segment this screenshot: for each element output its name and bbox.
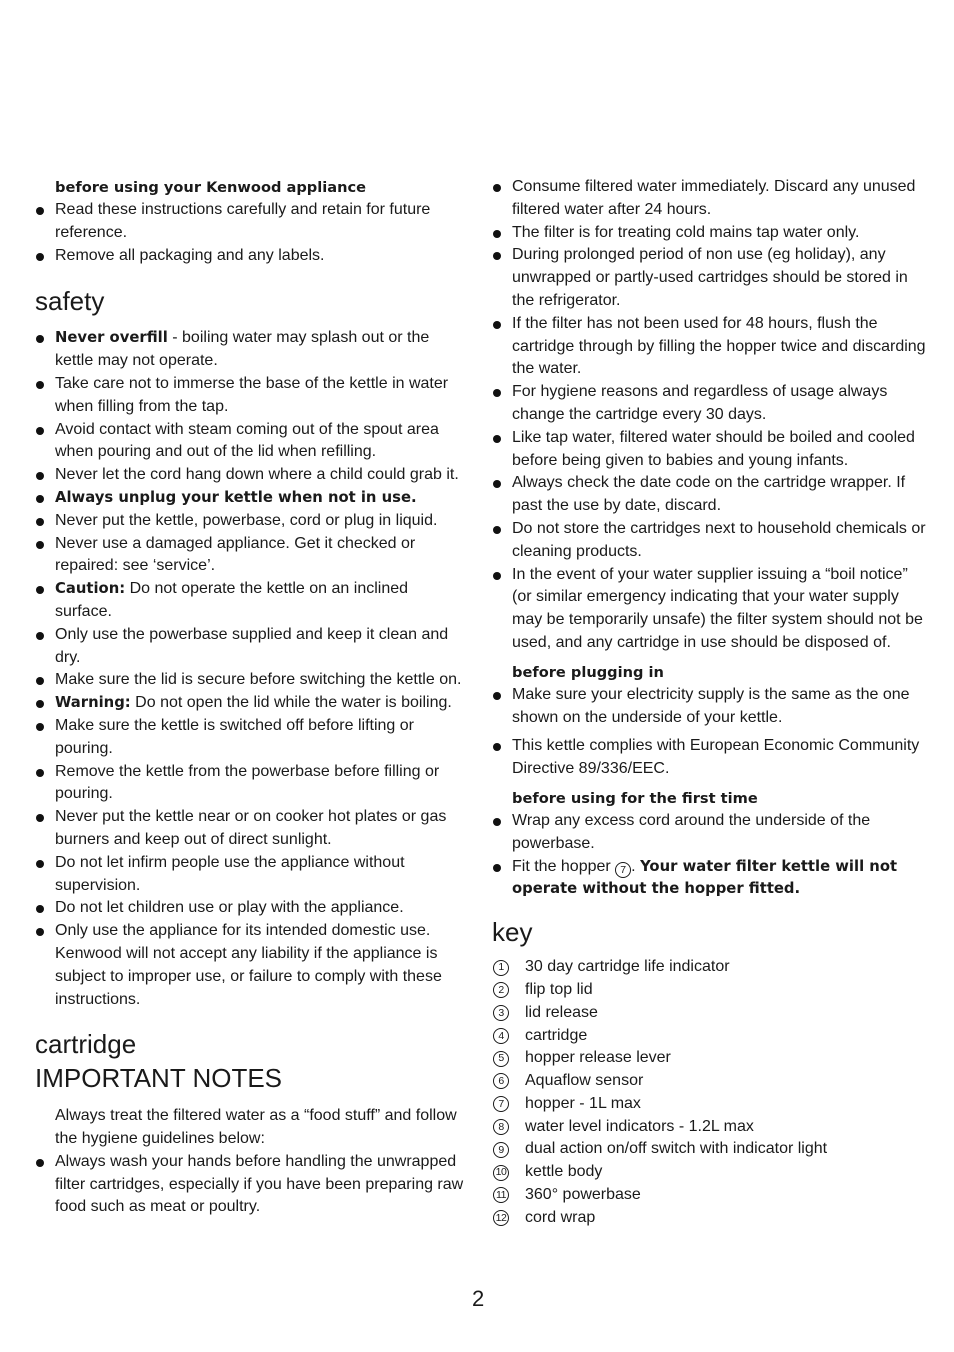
list-item: Always check the date code on the cartridge wrapper. If past the use by date, discard.	[492, 472, 928, 518]
key-item	[492, 1025, 928, 1048]
circled-number: 5	[493, 1051, 509, 1067]
safety-list	[35, 327, 467, 1011]
circled-number: 6	[493, 1073, 509, 1089]
key-item-label: water level indicators - 1.2L max	[525, 1117, 754, 1135]
key-item	[492, 1138, 928, 1161]
safety-item-text: Make sure the kettle is switched off before lifting or pouring.	[55, 716, 414, 757]
safety-item-text: Do not let infirm people use the appliance without supervision.	[55, 853, 405, 894]
circled-number: 9	[493, 1142, 509, 1158]
safety-item	[35, 510, 467, 533]
key-item-label: Aquaflow sensor	[525, 1072, 644, 1090]
safety-item-text: Only use the appliance for its intended domestic use. Kenwood will not accept any liability if the appliance is subject to improper use, or failure to comply with these instructions.	[55, 922, 442, 1008]
safety-item	[35, 419, 467, 465]
cartridge-intro: Always treat the filtered water as a “food stuff” and follow the hygiene guidelines below:	[55, 1107, 457, 1148]
safety-item-text: Remove the kettle from the powerbase before filling or pouring.	[55, 762, 440, 803]
list-item: Like tap water, filtered water should be boiled and cooled before being given to babies and young infants.	[492, 427, 928, 473]
first-time-list	[492, 810, 928, 901]
circled-number: 7	[615, 862, 631, 878]
safety-item	[35, 464, 467, 487]
key-item	[492, 1002, 928, 1025]
plugging-heading: before plugging in	[512, 663, 664, 681]
safety-item	[35, 897, 467, 920]
circled-number: 11	[493, 1187, 509, 1203]
safety-item	[35, 852, 467, 898]
safety-item-emphasis: Always unplug your kettle when not in use.	[55, 488, 417, 506]
key-list	[492, 956, 928, 1230]
list-item: Always wash your hands before handling the unwrapped filter cartridges, especially if you have been preparing raw food such as meat or poultry.	[35, 1151, 467, 1219]
cartridge-list-left	[35, 1151, 467, 1219]
key-item	[492, 1161, 928, 1184]
safety-item-text: Never put the kettle, powerbase, cord or plug in liquid.	[55, 511, 438, 529]
key-item	[492, 1207, 928, 1230]
safety-item	[35, 920, 467, 1011]
intro-list	[35, 199, 467, 267]
safety-item-text: Do not operate the kettle on an inclined surface.	[55, 580, 409, 620]
cartridge-list-right	[492, 176, 928, 655]
key-item-label: cartridge	[525, 1026, 588, 1044]
circled-number: 4	[493, 1028, 509, 1044]
fit-hopper-text: Fit the hopper	[512, 857, 616, 875]
list-item	[492, 856, 928, 902]
key-item	[492, 1047, 928, 1070]
list-item: If the filter has not been used for 48 hours, flush the cartridge through by filling the hopper twice and discarding the water.	[492, 313, 928, 381]
plugging-list	[492, 684, 928, 781]
safety-item-emphasis: Warning:	[55, 694, 131, 712]
safety-item-emphasis: Caution:	[55, 580, 126, 598]
safety-item-text: Do not let children use or play with the appliance.	[55, 899, 404, 917]
safety-item-text: Never use a damaged appliance. Get it checked or repaired: see ‘service’.	[55, 534, 416, 575]
list-item: For hygiene reasons and regardless of usage always change the cartridge every 30 days.	[492, 381, 928, 427]
important-notes-title: IMPORTANT NOTES	[35, 1063, 283, 1094]
safety-item	[35, 692, 467, 715]
circled-number: 3	[493, 1005, 509, 1021]
safety-item-text: Never put the kettle near or on cooker hot plates or gas burners and keep out of direct sunlight.	[55, 808, 447, 848]
key-item-label: 30 day cartridge life indicator	[525, 958, 730, 976]
key-item	[492, 1070, 928, 1093]
key-item-label: kettle body	[525, 1163, 603, 1181]
safety-item	[35, 806, 467, 852]
list-item: Wrap any excess cord around the underside of the powerbase.	[492, 810, 928, 856]
circled-number: 7	[493, 1096, 509, 1112]
key-item-label: 360° powerbase	[525, 1186, 641, 1204]
safety-item-text: Make sure the lid is secure before switching the kettle on.	[55, 671, 462, 689]
key-title: key	[492, 917, 533, 948]
list-item: Consume filtered water immediately. Discard any unused filtered water after 24 hours.	[492, 176, 928, 222]
safety-item	[35, 327, 467, 373]
intro-heading: before using your Kenwood appliance	[55, 179, 367, 196]
first-time-heading: before using for the first time	[512, 789, 758, 807]
safety-title: safety	[35, 286, 105, 317]
cartridge-title: cartridge	[35, 1029, 137, 1060]
key-item-label: dual action on/off switch with indicator light	[525, 1140, 828, 1158]
list-item: Do not store the cartridges next to household chemicals or cleaning products.	[492, 518, 928, 564]
safety-item	[35, 373, 467, 419]
key-item-label: hopper - 1L max	[525, 1094, 641, 1112]
key-item	[492, 1184, 928, 1207]
safety-item-text: Only use the powerbase supplied and keep it clean and dry.	[55, 625, 449, 666]
circled-number: 2	[493, 982, 509, 998]
left-column	[35, 176, 467, 1219]
safety-item-text: Avoid contact with steam coming out of the spout area when pouring and out of the lid when refilling.	[55, 420, 439, 461]
list-item: The filter is for treating cold mains tap water only.	[492, 222, 928, 245]
list-item: Read these instructions carefully and retain for future reference.	[35, 199, 467, 245]
safety-item	[35, 578, 467, 624]
safety-item	[35, 533, 467, 579]
circled-number: 12	[493, 1210, 509, 1226]
safety-item	[35, 715, 467, 761]
page-number: 2	[472, 1286, 485, 1311]
key-item	[492, 956, 928, 979]
key-item	[492, 979, 928, 1002]
safety-item-emphasis: Never overfill	[55, 329, 168, 347]
key-item	[492, 1116, 928, 1139]
circled-number: 8	[493, 1119, 509, 1135]
list-item: Make sure your electricity supply is the same as the one shown on the underside of your kettle.	[492, 684, 928, 730]
key-item-label: cord wrap	[525, 1208, 596, 1226]
safety-item	[35, 624, 467, 670]
list-item: During prolonged period of non use (eg holiday), any unwrapped or partly-used cartridges should be stored in the refrigerator.	[492, 244, 928, 312]
safety-item-text: - boiling water may splash out or the kettle may not operate.	[55, 329, 430, 370]
circled-number: 1	[493, 960, 509, 976]
list-item: Remove all packaging and any labels.	[35, 245, 467, 268]
circled-number: 10	[493, 1165, 509, 1181]
key-item-label: flip top lid	[525, 980, 593, 998]
list-item: In the event of your water supplier issuing a “boil notice” (or similar emergency indicating that your water supply may be temporarily unsafe) the filter system should not be used, and any cartridge in use should be disposed of.	[492, 564, 928, 655]
safety-item-text: Do not open the lid while the water is boiling.	[130, 694, 452, 712]
safety-item-text: Take care not to immerse the base of the kettle in water when filling from the tap.	[55, 374, 449, 415]
list-item: This kettle complies with European Economic Community Directive 89/336/EEC.	[492, 735, 928, 781]
punctuation: .	[631, 857, 641, 875]
hopper-warning: Your water filter kettle will not operate without the hopper fitted.	[512, 857, 898, 898]
key-item-label: lid release	[525, 1003, 598, 1021]
safety-item	[35, 669, 467, 692]
safety-item	[35, 761, 467, 807]
safety-item	[35, 487, 467, 510]
key-item	[492, 1093, 928, 1116]
safety-item-text: Never let the cord hang down where a child could grab it.	[55, 466, 459, 484]
key-item-label: hopper release lever	[525, 1049, 671, 1067]
right-column	[492, 176, 928, 1230]
